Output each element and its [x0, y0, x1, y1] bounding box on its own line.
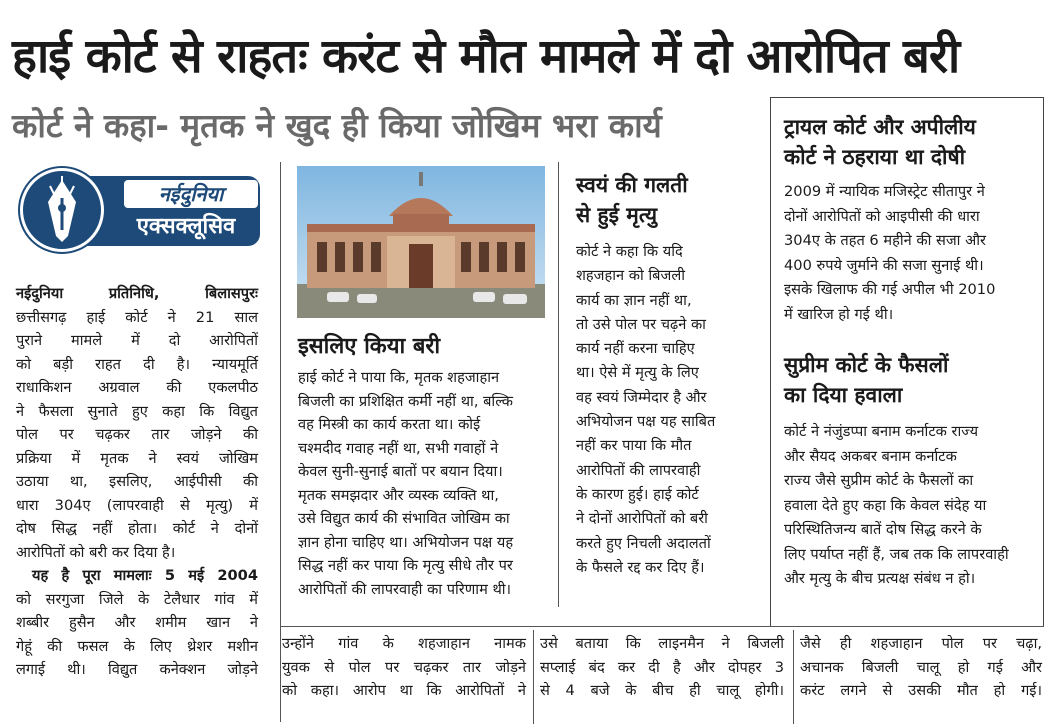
intro-line: धारा 304ए (लापरवाही से मृत्यु) में — [16, 496, 258, 514]
self-fault-line: शहजहान को बिजली — [576, 267, 686, 285]
self-fault-line: था। ऐसे में मृत्यु के लिए — [576, 364, 699, 382]
intro-line: को बड़ी राहत दी है। न्यायमूर्ति — [16, 355, 258, 373]
self-fault-line: के फैसले रद्द कर दिए हैं। — [576, 558, 705, 576]
continuation-line: अचानक बिजली चालू हो गई और — [800, 658, 1042, 676]
logo-brand: नईदुनिया — [124, 180, 258, 208]
continuation-line: से 4 बजे के बीच ही चालू होगी। — [540, 682, 784, 699]
logo-tag: एक्सक्लूसिव — [136, 214, 236, 239]
subheadline: कोर्ट ने कहा- मृतक ने खुद ही किया जोखिम भरा कार्य — [12, 106, 662, 145]
self-fault-line: कार्य का ज्ञान नहीं था, — [576, 291, 692, 309]
intro-line: गेहूं की फसल के लिए थ्रेशर मशीन — [16, 637, 258, 655]
column-divider — [280, 162, 281, 722]
intro-line: दोष सिद्ध नहीं होता। कोर्ट ने दोनों — [16, 520, 258, 537]
column-divider — [558, 162, 559, 607]
supreme-court-line: राज्य जैसे सुप्रीम कोर्ट के फैसलों का — [784, 472, 974, 489]
case-heading-line: यह है पूरा मामलाः 5 मई 2004 — [32, 567, 258, 584]
story-continuation-4 — [800, 632, 1042, 703]
reason-line: चश्मदीद गवाह नहीं था, सभी गवाहों ने — [298, 439, 499, 457]
supreme-court-line: और मृत्यु के बीच प्रत्यक्ष संबंध न हो। — [784, 570, 976, 587]
self-fault-line: नहीं कर पाया कि मौत — [576, 437, 692, 455]
self-fault-line: वह स्वयं जिम्मेदार है और — [576, 388, 707, 406]
reason-line: बिजली का प्रशिक्षित कर्मी नहीं था, बल्कि — [298, 392, 513, 410]
supreme-court-title-line: का दिया हवाला — [784, 383, 903, 407]
self-fault-title-line: स्वयं की गलती — [576, 173, 688, 197]
self-fault-line: ने दोनों आरोपितों को बरी — [576, 510, 708, 528]
bottom-divider — [280, 626, 1044, 627]
reason-line: आरोपितों की लापरवाही का परिणाम थी। — [298, 580, 512, 598]
self-fault-line: अभियोजन पक्ष यह साबित — [576, 413, 716, 431]
high-court-photo — [297, 166, 545, 318]
headline: हाई कोर्ट से राहतः करंट से मौत मामले में दो आरोपित बरी — [12, 29, 960, 84]
supreme-court-body — [784, 420, 1040, 592]
continuation-line: को कहा। आरोप था कि आरोपितों ने — [282, 682, 526, 699]
acquittal-reason-body — [298, 366, 550, 601]
self-fault-body — [576, 240, 762, 580]
story-continuation-2 — [282, 632, 526, 703]
intro-line: को सरगुजा जिले के टेलैधार गांव में — [16, 590, 258, 608]
self-fault-line: आरोपितों की लापरवाही — [576, 461, 701, 479]
trial-court-body — [784, 180, 1040, 327]
supreme-court-line: परिस्थितिजन्य बातें दोष सिद्ध करने के — [784, 521, 982, 538]
reason-line: ज्ञान होना चाहिए था। अभियोजन पक्ष यह — [298, 533, 514, 551]
column-divider — [793, 630, 794, 724]
reason-line: वह मिस्त्री का कार्य करता था। कोई — [298, 416, 481, 433]
exclusive-logo — [16, 164, 260, 256]
trial-court-line: 400 रुपये जुर्माने की सजा सुनाई थी। — [784, 256, 984, 274]
intro-line: ने फैसला सुनाते हुए कहा कि विद्युत — [16, 402, 258, 420]
acquittal-reason-title: इसलिए किया बरी — [298, 334, 441, 359]
trial-court-title-line: कोर्ट ने ठहराया था दोषी — [784, 145, 966, 169]
continuation-line: युवक से पोल पर चढ़कर तार जोड़ने — [282, 658, 526, 676]
self-fault-line: के कारण हुई। हाई कोर्ट — [576, 485, 699, 503]
supreme-court-title-line: सुप्रीम कोर्ट के फैसलों — [784, 353, 949, 377]
intro-line: पोल पर चढ़कर तार जोड़ने की — [16, 426, 258, 443]
supreme-court-title — [784, 350, 948, 410]
pen-nib-icon — [20, 168, 104, 252]
trial-court-line: 2009 में न्यायिक मजिस्ट्रेट सीतापुर ने — [784, 183, 985, 200]
court-building-image — [297, 166, 545, 318]
continuation-line: जैसे ही शहजाहान पोल पर चढ़ा, — [800, 635, 1042, 652]
intro-column — [16, 282, 258, 682]
supreme-court-line: हवाला देते हुए कहा कि केवल संदेह या — [784, 496, 987, 514]
trial-court-title-line: ट्रायल कोर्ट और अपीलीय — [784, 115, 976, 139]
trial-court-line: में खारिज हो गई थी। — [784, 305, 894, 323]
intro-line: शब्बीर हुसैन और शमीम खान ने — [16, 614, 258, 631]
reason-line: मृतक समझदार और व्यस्क व्यक्ति था, — [298, 486, 499, 504]
self-fault-line: करते हुए निचली अदालतों — [576, 534, 711, 552]
intro-line: लगाई थी। विद्युत कनेक्शन जोड़ने — [16, 661, 258, 678]
logo-emblem — [20, 168, 104, 252]
reason-line: केवल सुनी-सुनाई बातों पर बयान दिया। — [298, 463, 503, 480]
trial-court-title — [784, 112, 976, 172]
intro-line: प्रक्रिया में मृतक ने स्वयं जोखिम — [16, 449, 258, 467]
intro-line: राधाकिशन अग्रवाल की एकलपीठ — [16, 379, 258, 396]
supreme-court-line: कोर्ट ने नंजुंडप्पा बनाम कर्नाटक राज्य — [784, 423, 979, 440]
supreme-court-line: लिए पर्याप्त नहीं हैं, जब तक कि लापरवाही — [784, 545, 1009, 563]
supreme-court-line: और सैयद अकबर बनाम कर्नाटक — [784, 447, 957, 465]
column-divider — [533, 630, 534, 724]
continuation-line: उन्होंने गांव के शहजाहान नामक — [282, 635, 526, 652]
continuation-line: उसे बताया कि लाइनमैन ने बिजली — [540, 635, 784, 652]
intro-line: छत्तीसगढ़ हाई कोर्ट ने 21 साल — [16, 308, 258, 326]
trial-court-line: 304ए के तहत 6 महीने की सजा और — [784, 232, 986, 249]
reason-line: सिद्ध नहीं कर पाया कि मृत्यु सीधे तौर पर — [298, 557, 513, 574]
reason-line: हाई कोर्ट ने पाया कि, मृतक शहजाहान — [298, 369, 500, 386]
self-fault-line: कोर्ट ने कहा कि यदि — [576, 243, 683, 260]
reason-line: उसे विद्युत कार्य की संभावित जोखिम का — [298, 510, 510, 527]
trial-court-line: दोनों आरोपितों को आइपीसी की धारा — [784, 207, 980, 225]
self-fault-title — [576, 170, 688, 230]
self-fault-title-line: से हुई मृत्यु — [576, 203, 658, 227]
intro-line: आरोपितों को बरी कर दिया है। — [16, 543, 176, 561]
trial-court-line: इसके खिलाफ की गई अपील भी 2010 — [784, 281, 996, 298]
story-continuation-3 — [540, 632, 784, 703]
self-fault-line: तो उसे पोल पर चढ़ने का — [576, 315, 706, 333]
dateline: नईदुनिया प्रतिनिधि, बिलासपुरः — [16, 285, 258, 302]
continuation-line: सप्लाई बंद कर दी है और दोपहर 3 — [540, 658, 784, 676]
intro-line: पुराने मामले में दो आरोपितों — [16, 332, 258, 349]
self-fault-line: कार्य नहीं करना चाहिए — [576, 340, 695, 358]
intro-line: उठाया था, इसलिए, आईपीसी की — [16, 473, 258, 490]
continuation-line: करंट लगने से उसकी मौत हो गई। — [800, 682, 1042, 699]
